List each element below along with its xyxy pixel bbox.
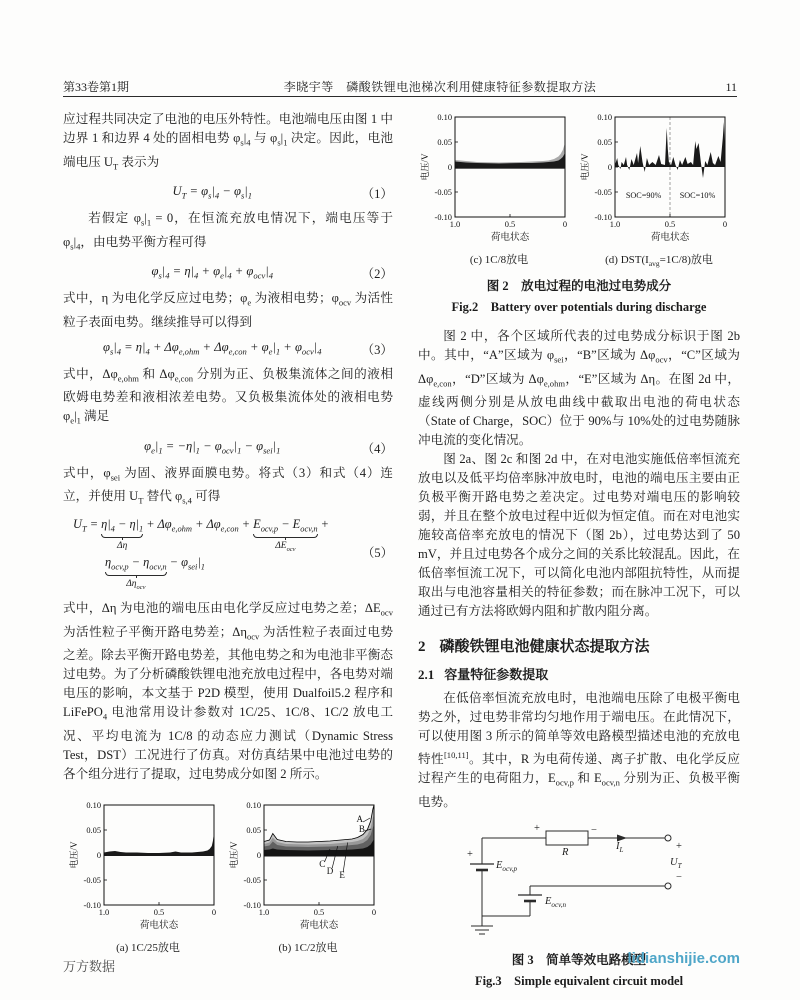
underbrace-group: $E_{ocv,p} - E_{ocv,n}$ $\Delta E_{ocv}$: [253, 516, 318, 553]
pos-emf-label: $E_{ocv,p}$: [496, 859, 518, 874]
circuit-svg: [454, 824, 704, 942]
svg-text:1.0: 1.0: [609, 220, 621, 229]
right-column: [418, 110, 740, 989]
paragraph: 图 2 中，各个区域所代表的过电势成分标识于图 2b 中。其中，“A”区域为 $\varphi_{sei}$，“B”区域为 $\Delta\varphi_{ocv}$，“C”区域为 $\Delta\varphi_{e,con}$，“D”区域为 $\Delta\varphi_{e,ohm}$，“E”区域为 Δη。在图 2d 中，虚线两侧分别是从放电曲线中截取出电池的荷电状态（State of Charge，SOC）位于 90%与 10%处的过电势随脉冲电流的变化情况。: [418, 329, 740, 448]
page-header: [63, 78, 737, 95]
equation-4: [63, 438, 393, 457]
svg-text:0.05: 0.05: [246, 825, 261, 835]
header-volume: 第33卷第1期: [63, 80, 130, 94]
equation-3: [63, 339, 393, 358]
terminal-minus-sign: −: [676, 871, 682, 883]
svg-text:0: 0: [562, 220, 568, 229]
svg-text:-0.10: -0.10: [434, 213, 452, 222]
svg-text:-0.05: -0.05: [83, 875, 101, 885]
neg-emf-label: $E_{ocv,n}$: [545, 895, 567, 910]
svg-text:0: 0: [722, 220, 728, 229]
svg-text:1.0: 1.0: [98, 907, 110, 917]
svg-text:A: A: [356, 813, 363, 824]
equation-5: [63, 517, 393, 592]
svg-text:0.10: 0.10: [597, 113, 612, 122]
paragraph: 图 2a、图 2c 和图 2d 中，在对电池实施低倍率恒流充放电以及低平均倍率脉冲放电时，电池的端电压主要由正负极平衡开路电势之差决定。过电势对端电压的影响较弱，并且在整个放电过程中近似为恒定值。而在对电池实施较高倍率充放电的情况下（图 2b），过电势达到了 50 mV，并且过电势各个成分之间的关系比较混乱。因此，在低倍率恒流工况下，可以简化电池内部阻抗特性，从而提取出与电池容量相关的特征参数；而在脉冲工况下，可以通过已有方法将欧姆内阻和扩散内阻分离。: [418, 452, 740, 619]
svg-text:0.10: 0.10: [437, 113, 452, 122]
figure2-caption-cn: 图 2 放电过程的电池过电势成分: [486, 279, 672, 294]
chart-1c25-discharge: [68, 798, 228, 955]
chart-dst-discharge: [579, 110, 739, 268]
chart-caption: (d) $DST(I_{avg}=1C/8)$放电: [605, 254, 713, 269]
equation-number: （1）: [361, 187, 393, 202]
equation-body: $\varphi_s|_4 = \eta|_4 + \varphi_e|_4 + \varphi_{ocv}|_4$: [151, 264, 274, 281]
svg-text:-0.05: -0.05: [594, 188, 612, 197]
figure2-subplots-ab: [63, 798, 393, 955]
svg-text:-0.05: -0.05: [434, 188, 452, 197]
equation-number: （2）: [361, 267, 393, 282]
chart-svg: [419, 110, 579, 250]
svg-text:0.05: 0.05: [597, 138, 612, 147]
svg-text:荷电状态: 荷电状态: [139, 919, 179, 931]
current-label: $I_L$: [616, 840, 624, 855]
header-rule: [63, 96, 737, 97]
svg-text:0: 0: [256, 850, 261, 860]
chart-caption: (a) 1C/25放电: [116, 941, 180, 954]
resistor-label: R: [562, 846, 569, 858]
svg-text:荷电状态: 荷电状态: [299, 919, 339, 931]
svg-text:荷电状态: 荷电状态: [650, 232, 690, 243]
svg-text:SOC=90%: SOC=90%: [625, 191, 662, 200]
left-column: [63, 110, 393, 955]
svg-text:C: C: [319, 858, 326, 869]
svg-text:B: B: [358, 823, 365, 834]
chart-caption: (b) 1C/2放电: [278, 941, 338, 954]
svg-text:0.10: 0.10: [246, 800, 261, 810]
equation-1: [63, 183, 393, 202]
paragraph: 式中，η 为电化学反应过电势；$\varphi_e$ 为液相电势；$\varphi_{ocv}$ 为活性粒子表面电势。继续推导可以得到: [63, 291, 393, 329]
paragraph: 式中，$\Delta\varphi_{e,ohm}$ 和 $\Delta\varphi_{e,con}$ 分别为正、负极集流体之间的液相欧姆电势差和液相浓差电势。又负极集流体处的液相电势 $\varphi_e|_1$ 满足: [63, 366, 393, 426]
chart-caption: (c) 1C/8放电: [469, 254, 529, 266]
circuit-diagram: [454, 824, 704, 942]
svg-text:0: 0: [96, 850, 101, 860]
chart-svg: [228, 798, 388, 938]
header-running-title: 李晓宇等 磷酸铁锂电池梯次利用健康特征参数提取方法: [283, 80, 597, 94]
svg-text:电压/V: 电压/V: [420, 153, 430, 181]
svg-text:0.5: 0.5: [664, 220, 676, 229]
svg-text:-0.10: -0.10: [594, 213, 612, 222]
figure2-caption-en: Fig.2 Battery over potentials during discharge: [451, 300, 707, 315]
chart-svg: [68, 798, 228, 938]
resistor-minus-sign: −: [591, 824, 597, 836]
paragraph: 若假定 $\varphi_s|_1 = 0$，在恒流充放电情况下，端电压等于 $\varphi_s|_4$，由电势平衡方程可得: [63, 211, 393, 252]
equation-number: （4）: [361, 441, 393, 456]
equation-number: （3）: [361, 342, 393, 357]
equation-body: $\varphi_s|_4 = \eta|_4 + \Delta\varphi_{e,ohm} + \Delta\varphi_{e,con} + \varphi_e|_1 + \varphi_{ocv}|_4$: [102, 339, 322, 357]
equation-lhs: $U_T$ =: [73, 516, 99, 534]
svg-text:0: 0: [371, 907, 377, 917]
svg-text:0.10: 0.10: [86, 800, 101, 810]
svg-text:1.0: 1.0: [449, 220, 461, 229]
site-link[interactable]: lidianshijie.com: [627, 950, 740, 967]
underbrace-group: $\eta|_4 - \eta|_1$ Δη: [101, 516, 144, 552]
svg-text:0.5: 0.5: [313, 907, 325, 917]
svg-text:荷电状态: 荷电状态: [490, 232, 530, 243]
equation-number: （5）: [362, 545, 393, 560]
equation-2: [63, 263, 393, 282]
paragraph: 在低倍率恒流充放电时，电池端电压除了电极平衡电势之外，过电势非常均匀地作用于端电压。在此情况下，可以使用图 3 所示的简单等效电路模型描述电池的充放电特性[10,11]。其中，R 为电荷传递、离子扩散、电化学反应过程产生的电荷阻力，$E_{ocv,p}$ 和 $E_{ocv,n}$ 分别为正、负极平衡电势。: [418, 691, 740, 809]
figure2-subplots-cd: [418, 110, 740, 315]
figure3-caption-cn: 图 3 简单等效电路模型: [511, 952, 647, 967]
equation-line: $\eta_{ocv,p} - \eta_{ocv,n}$ $\Delta\eta_{ocv}$ − $\varphi_{sei}|_1$: [105, 555, 205, 592]
equation-body: $U_T = \varphi_s|_4 - \varphi_s|_1$: [172, 184, 253, 201]
paragraph: 式中，Δη 为电池的端电压由电化学反应过电势之差；$\Delta E_{ocv}$ 为活性粒子平衡开路电势差；$\Delta\eta_{ocv}$ 为活性粒子表面过电势之差。除去平衡开路电势差，其他电势之和为电池非平衡态过电势。为了分析磷酸铁锂电池充放电过程中，各电势对端电压的影响，本文基于 P2D 模型，使用 Dualfoil5.2 程序和 LiFePO$_4$ 电池常用设计参数对 1C/25、1C/8、1C/2 放电工况、平均电流为 1C/8 的动态应力测试（Dynamic Stress Test，DST）工况进行了仿真。对仿真结果中电池过电势的各个组分进行了提取，过电势成分如图 2 所示。: [63, 601, 393, 781]
svg-text:-0.10: -0.10: [83, 900, 101, 910]
section-heading-2: 2 磷酸铁锂电池健康状态提取方法: [418, 639, 650, 656]
svg-text:0: 0: [447, 163, 452, 172]
battery-p-plus-sign: +: [467, 848, 473, 860]
figure3-caption-en: Fig.3 Simple equivalent circuit model: [474, 973, 684, 988]
svg-text:-0.10: -0.10: [243, 900, 261, 910]
underbrace: [253, 534, 318, 538]
equation-line: $U_T$ = $\eta|_4 - \eta|_1$ Δη + $\Delta\varphi_{e,ohm} + \Delta\varphi_{e,con}$ + $E_{ocv,p} - E_{ocv,n}$ $\Delta E_{ocv}$ +: [73, 516, 330, 553]
chart-1c8-discharge: [419, 110, 579, 268]
section-heading-2-1: 2.1 容量特征参数提取: [418, 667, 549, 683]
underbrace-group: $\eta_{ocv,p} - \eta_{ocv,n}$ $\Delta\eta_{ocv}$: [105, 555, 167, 592]
svg-text:0: 0: [211, 907, 217, 917]
svg-text:电压/V: 电压/V: [580, 153, 590, 181]
svg-text:电压/V: 电压/V: [69, 841, 79, 869]
wanfang-watermark: 万方数据: [63, 959, 116, 974]
svg-text:D: D: [326, 865, 334, 876]
terminal-voltage-label: $U_T$: [670, 856, 682, 871]
svg-text:-0.05: -0.05: [243, 875, 261, 885]
terminal-plus-sign: +: [676, 840, 682, 852]
paragraph: 式中，$\varphi_{sei}$ 为固、液界面膜电势。将式（3）和式（4）连立，并使用 $U_T$ 替代 $\varphi_{s,4}$ 可得: [63, 465, 393, 506]
svg-text:0.05: 0.05: [86, 825, 101, 835]
svg-text:0.05: 0.05: [437, 138, 452, 147]
underbrace: [105, 572, 167, 576]
header-page-number: 11: [725, 80, 737, 94]
chart-svg: [579, 110, 739, 250]
paragraph: 应过程共同决定了电池的电压外特性。电池端电压由图 1 中边界 1 和边界 4 处的固相电势 $\varphi_s|_4$ 与 $\varphi_s|_1$ 决定。因此，电池端电压 $U_T$ 表示为: [63, 112, 393, 172]
svg-text:E: E: [339, 869, 345, 880]
chart-1c2-discharge: [228, 798, 388, 955]
svg-text:SOC=10%: SOC=10%: [679, 191, 716, 200]
svg-text:电压/V: 电压/V: [229, 841, 239, 869]
underbrace: [101, 534, 143, 538]
svg-text:0.5: 0.5: [153, 907, 165, 917]
svg-text:0: 0: [607, 163, 612, 172]
svg-text:1.0: 1.0: [258, 907, 270, 917]
svg-text:0.5: 0.5: [504, 220, 516, 229]
equation-body: $\varphi_e|_1 = -\eta|_1 - \varphi_{ocv}|_1 - \varphi_{sei}|_1$: [144, 438, 281, 456]
resistor-plus-sign: +: [534, 822, 540, 834]
